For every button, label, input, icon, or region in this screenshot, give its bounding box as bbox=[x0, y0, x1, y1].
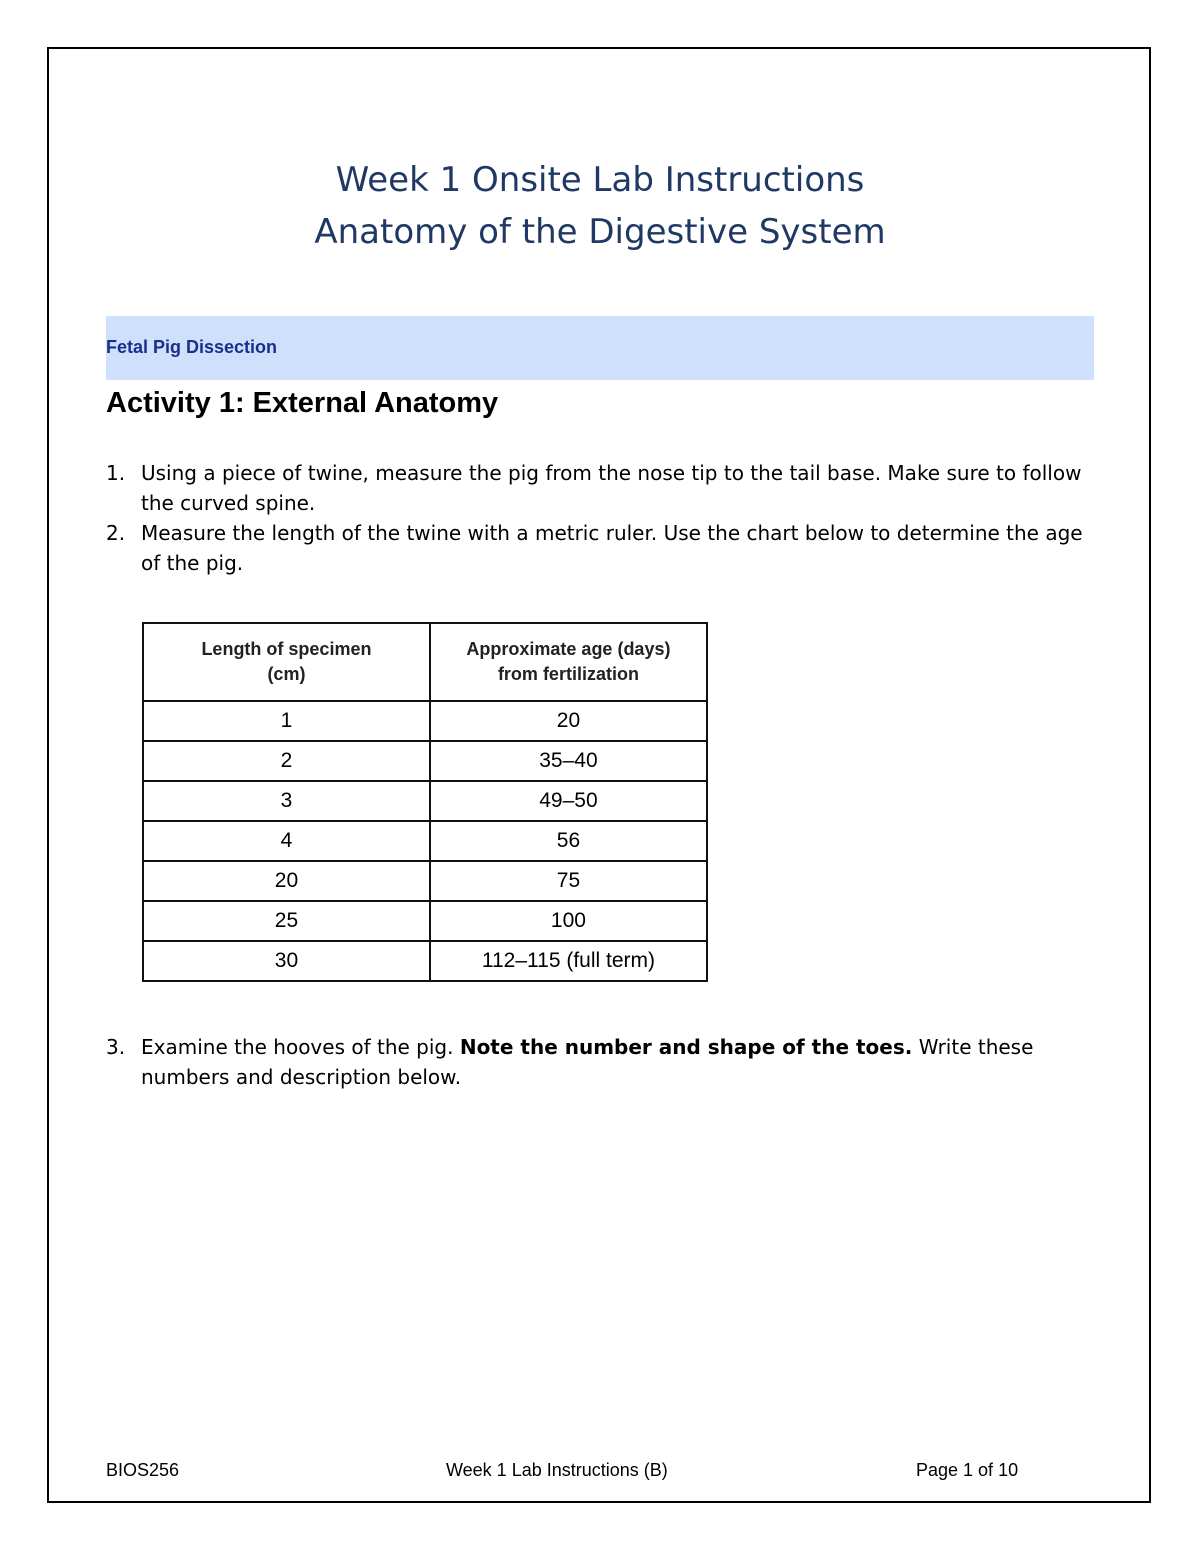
table-row bbox=[143, 901, 707, 941]
step-text-before: Examine the hooves of the pig. bbox=[141, 1035, 460, 1059]
header-length-line1: Length of specimen bbox=[201, 639, 372, 659]
footer-course-code: BIOS256 bbox=[106, 1460, 180, 1480]
header-length bbox=[143, 623, 430, 701]
header-age-line1: Approximate age (days) bbox=[466, 639, 671, 659]
table-header-row bbox=[143, 623, 707, 701]
table-row bbox=[143, 701, 707, 741]
step-item-2 bbox=[106, 518, 1096, 578]
table-row bbox=[143, 941, 707, 981]
cell-age: 20 bbox=[430, 701, 707, 741]
cell-age: 112–115 (full term) bbox=[430, 941, 707, 981]
step-number: 3. bbox=[106, 1035, 126, 1059]
cell-length: 25 bbox=[143, 901, 430, 941]
cell-length: 3 bbox=[143, 781, 430, 821]
table-row bbox=[143, 781, 707, 821]
age-chart-table bbox=[142, 622, 708, 982]
section-label: Fetal Pig Dissection bbox=[106, 337, 278, 357]
cell-length: 2 bbox=[143, 741, 430, 781]
cell-age: 75 bbox=[430, 861, 707, 901]
step-number: 2. bbox=[106, 521, 126, 545]
cell-age: 56 bbox=[430, 821, 707, 861]
step-number: 1. bbox=[106, 461, 126, 485]
table-row bbox=[143, 741, 707, 781]
document-title: Week 1 Onsite Lab Instructions bbox=[335, 160, 865, 200]
cell-length: 1 bbox=[143, 701, 430, 741]
section-band bbox=[106, 316, 1094, 380]
table-row bbox=[143, 821, 707, 861]
document-subtitle: Anatomy of the Digestive System bbox=[314, 212, 886, 252]
cell-length: 4 bbox=[143, 821, 430, 861]
header-age bbox=[430, 623, 707, 701]
header-age-line2: from fertilization bbox=[497, 664, 639, 684]
step-text: Using a piece of twine, measure the pig from the nose tip to the tail base. Make sure to follow the curved spine. bbox=[141, 461, 1082, 515]
steps-list bbox=[106, 458, 1096, 578]
step-text: Measure the length of the twine with a metric ruler. Use the chart below to determine the age of the pig. bbox=[141, 521, 1083, 575]
footer-page-number: Page 1 of 10 bbox=[916, 1460, 1019, 1480]
step-item-1 bbox=[106, 458, 1096, 518]
activity-heading: Activity 1: External Anatomy bbox=[106, 387, 499, 419]
table-row bbox=[143, 861, 707, 901]
footer-document-name: Week 1 Lab Instructions (B) bbox=[446, 1460, 668, 1480]
step-text-emphasis: Note the number and shape of the toes. bbox=[459, 1035, 913, 1059]
step-item-3 bbox=[106, 1032, 1096, 1092]
cell-length: 20 bbox=[143, 861, 430, 901]
steps-list-continued bbox=[106, 1032, 1096, 1092]
cell-length: 30 bbox=[143, 941, 430, 981]
step-text-after: Write these numbers and description below. bbox=[141, 1035, 1034, 1089]
cell-age: 35–40 bbox=[430, 741, 707, 781]
header-length-line2: (cm) bbox=[267, 664, 306, 684]
cell-age: 100 bbox=[430, 901, 707, 941]
cell-age: 49–50 bbox=[430, 781, 707, 821]
